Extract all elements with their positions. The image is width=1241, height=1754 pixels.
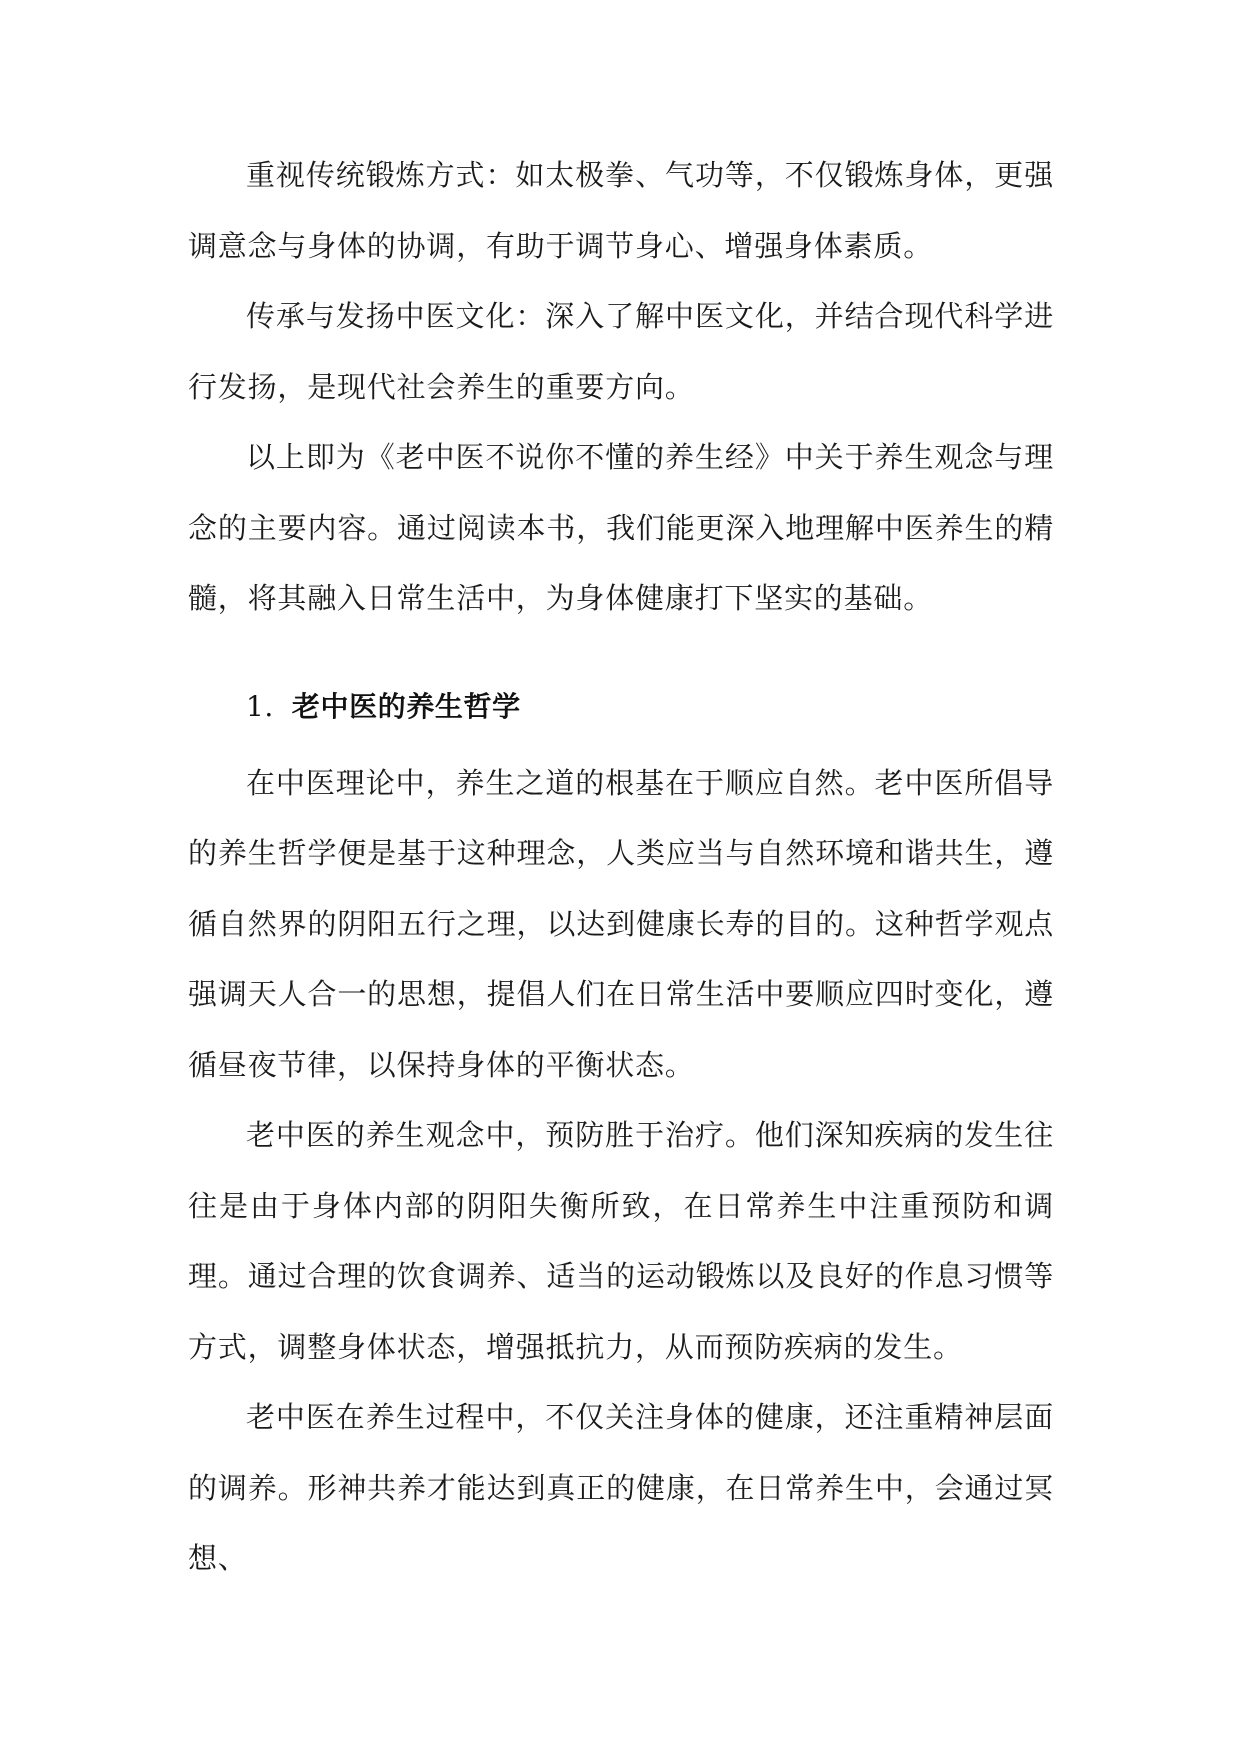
paragraph-traditional-exercise: 重视传统锻炼方式：如太极拳、气功等，不仅锻炼身体，更强调意念与身体的协调，有助于调节身心、增强身体素质。 xyxy=(188,158,1054,263)
document-body xyxy=(188,140,1054,1594)
paragraph-prevention: 老中医的养生观念中，预防胜于治疗。他们深知疾病的发生往往是由于身体内部的阴阳失衡所致，在日常养生中注重预防和调理。通过合理的饮食调养、适当的运动锻炼以及良好的作息习惯等方式，调整身体状态，增强抵抗力，从而预防疾病的发生。 xyxy=(188,1118,1054,1364)
section-heading xyxy=(188,672,1054,742)
paragraph-book-summary: 以上即为《老中医不说你不懂的养生经》中关于养生观念与理念的主要内容。通过阅读本书，我们能更深入地理解中医养生的精髓，将其融入日常生活中，为身体健康打下坚实的基础。 xyxy=(188,440,1054,615)
paragraph-follow-nature: 在中医理论中，养生之道的根基在于顺应自然。老中医所倡导的养生哲学便是基于这种理念，人类应当与自然环境和谐共生，遵循自然界的阴阳五行之理，以达到健康长寿的目的。这种哲学观点强调天人合一的思想，提倡人们在日常生活中要顺应四时变化，遵循昼夜节律，以保持身体的平衡状态。 xyxy=(188,765,1054,1082)
paragraph-mind-body: 老中医在养生过程中，不仅关注身体的健康，还注重精神层面的调养。形神共养才能达到真正的健康，在日常养生中，会通过冥想、 xyxy=(188,1400,1054,1575)
section-number: 1. xyxy=(246,689,274,723)
section-title: 老中医的养生哲学 xyxy=(291,689,521,723)
paragraph-tcm-culture: 传承与发扬中医文化：深入了解中医文化，并结合现代科学进行发扬，是现代社会养生的重要方向。 xyxy=(188,299,1054,404)
